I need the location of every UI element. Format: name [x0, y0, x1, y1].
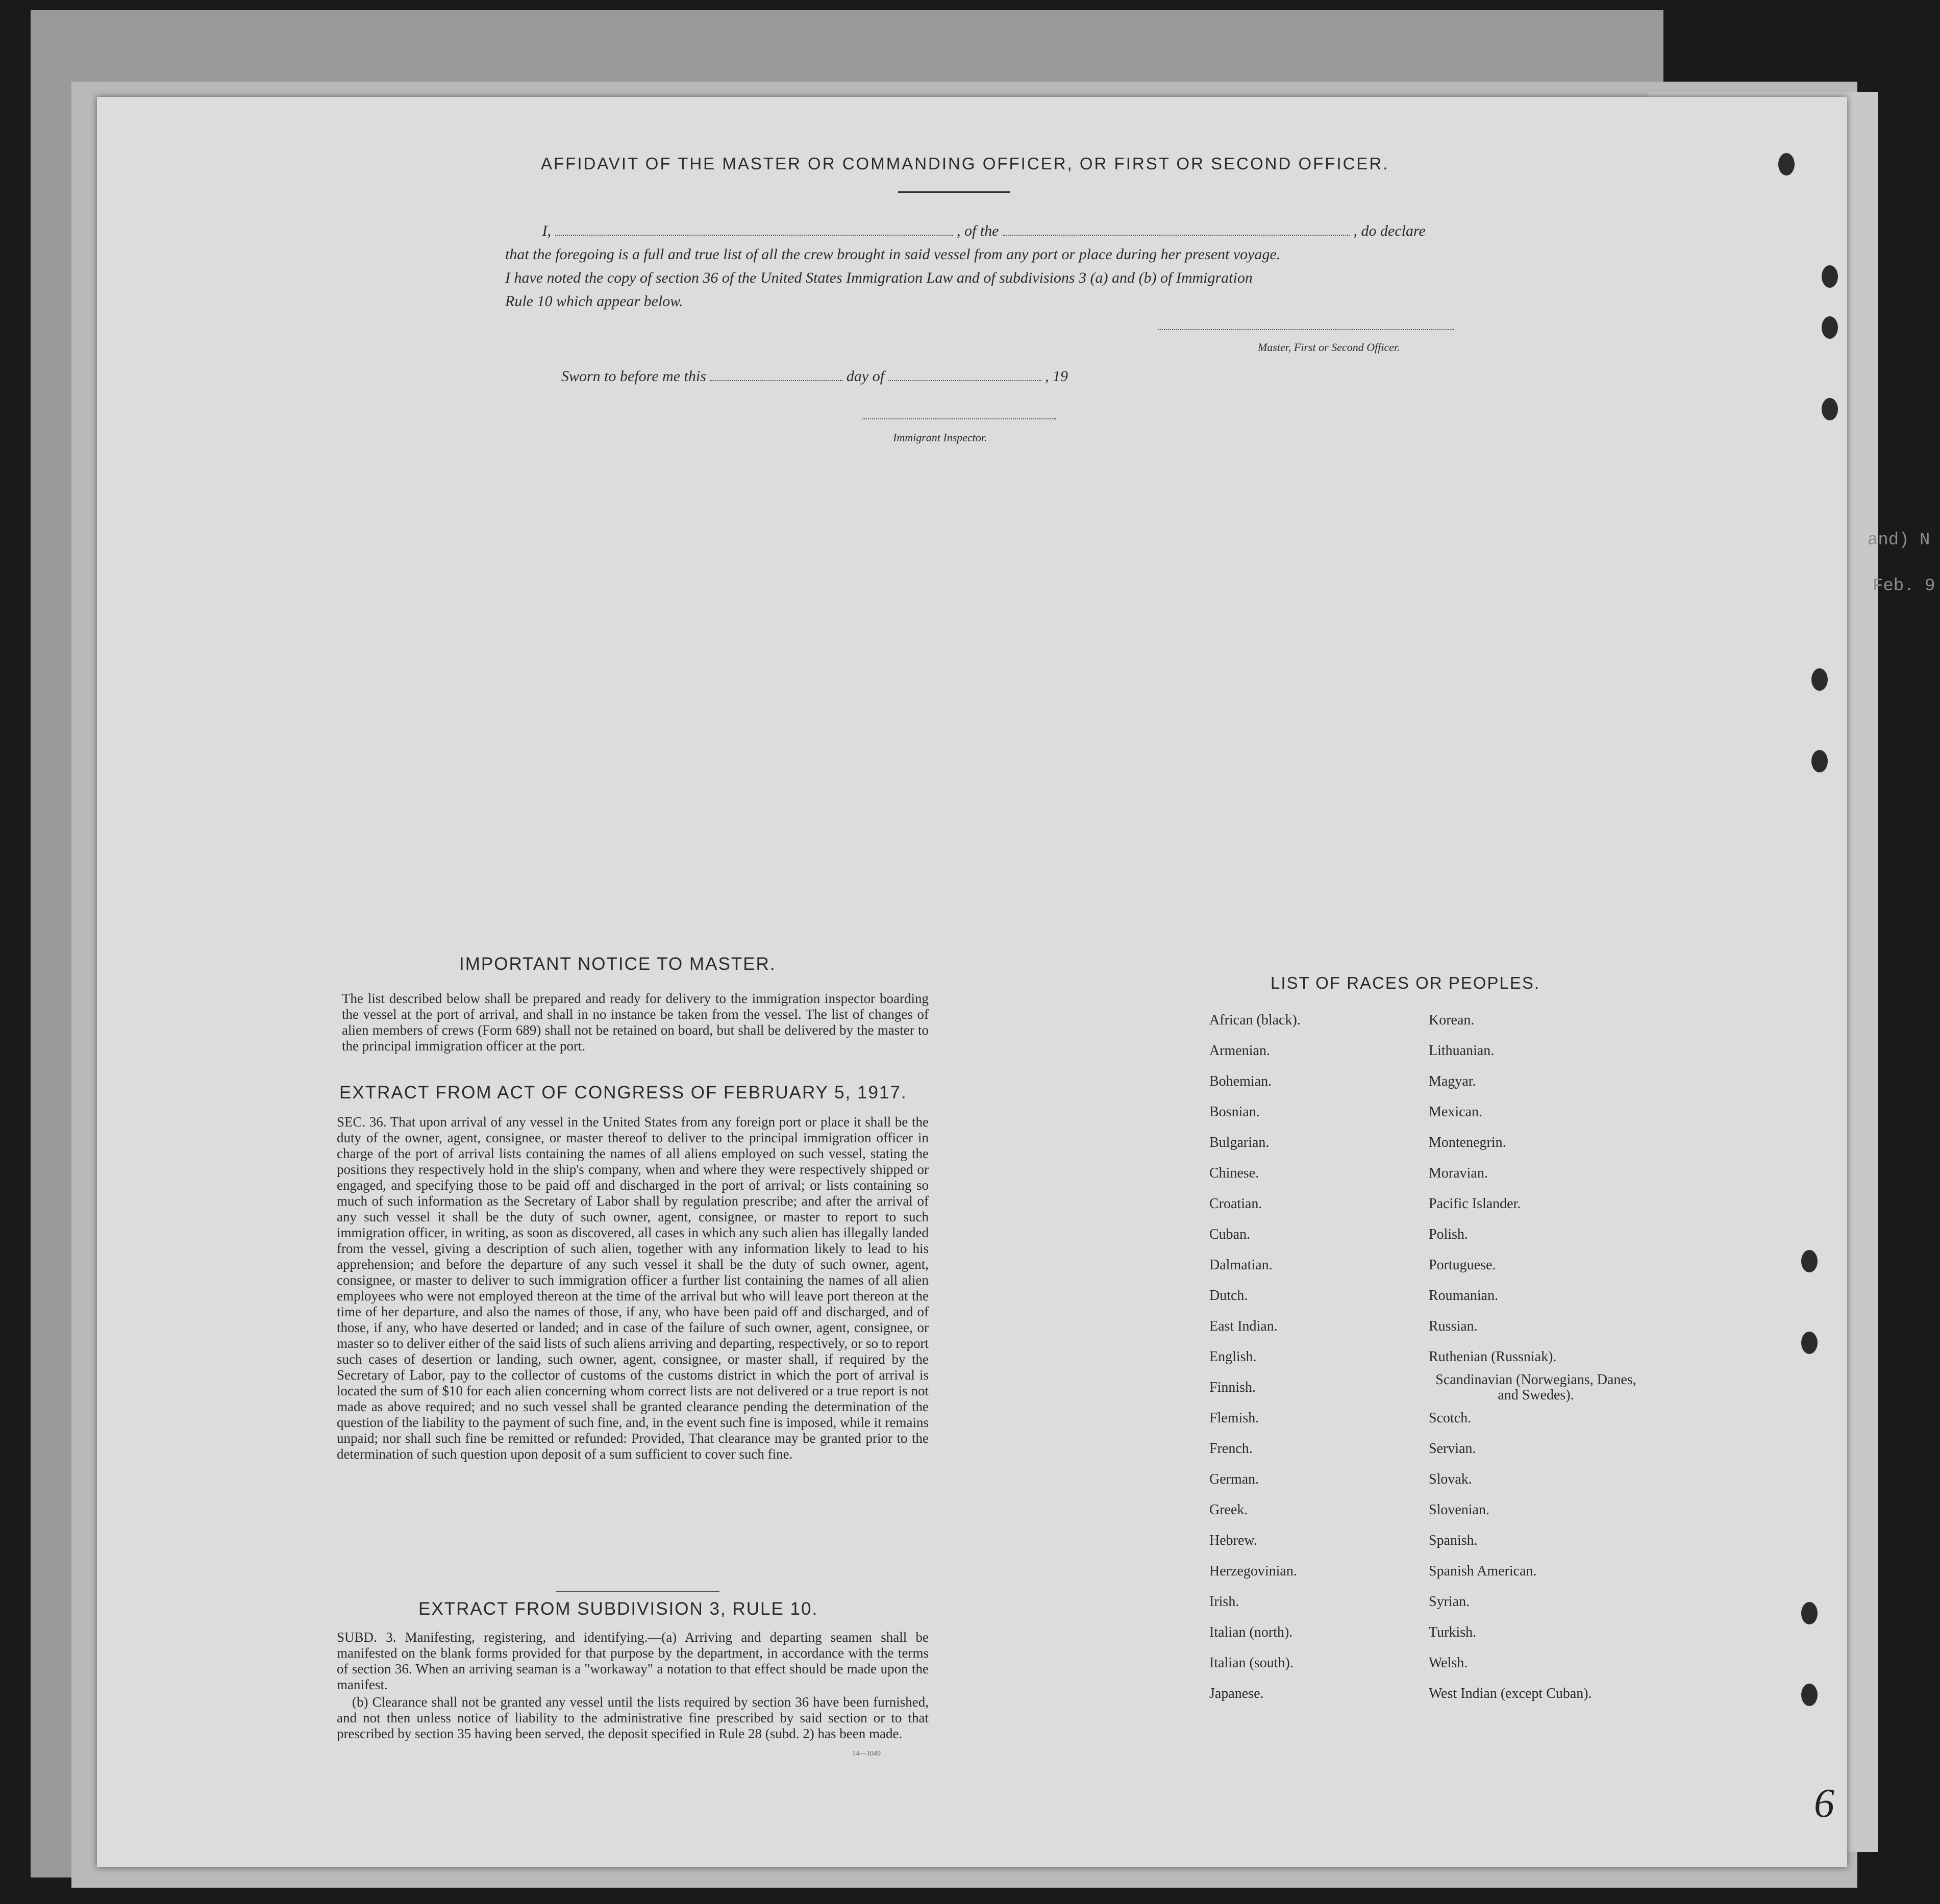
races-left-column [1209, 1005, 1301, 1709]
sworn-year: , 19 [1045, 368, 1068, 385]
punch-hole [1811, 750, 1828, 772]
race-item: Finnish. [1209, 1380, 1256, 1395]
race-item: Japanese. [1209, 1686, 1264, 1701]
race-item: East Indian. [1209, 1318, 1278, 1334]
race-item: Ruthenian (Russniak). [1429, 1349, 1557, 1365]
section-rule [556, 1591, 719, 1592]
race-item: Roumanian. [1429, 1288, 1499, 1304]
race-item: Dutch. [1209, 1288, 1248, 1304]
race-item: German. [1209, 1471, 1259, 1487]
race-item: Portuguese. [1429, 1257, 1496, 1273]
sworn-day-field[interactable] [710, 380, 842, 381]
race-item: Italian (north). [1209, 1624, 1293, 1640]
extract-act-heading: EXTRACT FROM ACT OF CONGRESS OF FEBRUARY 5, 1917. [339, 1083, 907, 1103]
race-item: Bulgarian. [1209, 1135, 1270, 1150]
race-item: Syrian. [1429, 1594, 1470, 1610]
race-item: French. [1209, 1441, 1253, 1457]
race-item: Scandinavian (Norwegians, Danes, and Swedes). [1435, 1372, 1636, 1403]
page-number: 6 [1814, 1781, 1834, 1826]
race-item: Dalmatian. [1209, 1257, 1273, 1273]
extract-act-text: SEC. 36. That upon arrival of any vessel in the United States from any foreign port or place it shall be the duty of the owner, agent, consignee, or master thereof to deliver to the principal immigration officer in charge of the port of arrival lists containing the names of all aliens employed on such vessel, stating the positions they respectively hold in the ship's company, when and where they were respectively shipped or engaged, and specifying those to be paid off and discharged in the port of arrival; or lists containing so much of such information as the Secretary of Labor shall by regulation prescribe; and after the arrival of any such vessel it shall be the duty of such owner, agent, consignee, or master to report to such immigration officer, in writing, as soon as discovered, all cases in which any such alien has illegally landed from the vessel, giving a description of such alien, together with any information likely to lead to his apprehension; and before the departure of any such vessel it shall be the duty of such owner, agent, consignee, or master to deliver to such immigration officer a further list containing the names of all alien employees who were not employed thereon at the time of the arrival but who will leave port thereon at the time of her departure, and also the names of those, if any, who have been paid off and discharged, and of those, if any, who have deserted or landed; and in case of the failure of such owner, agent, consignee, or master so to deliver either of the said lists of such aliens arriving and departing, respectively, or so to report such cases of desertion or landing, such owner, agent, consignee, or master shall, if required by the Secretary of Labor, pay to the collector of customs of the customs district in which the port of arrival is located the sum of $10 for each alien concerning whom correct lists are not delivered or a true report is not made as above required; and no such vessel shall be granted clearance pending the determination of the question of the liability to the payment of such fine, and, in the event such fine is imposed, while it remains unpaid; nor shall such fine be remitted or refunded: Provided, That clearance may be granted prior to the determination of such question upon deposit of a sum sufficient to cover such fine. [337, 1114, 929, 1462]
race-item: Chinese. [1209, 1165, 1259, 1181]
race-item: Polish. [1429, 1226, 1469, 1242]
punch-hole [1801, 1602, 1818, 1624]
race-item: Servian. [1429, 1441, 1476, 1457]
affidavit-do-declare: , do declare [1353, 222, 1426, 239]
race-item: West Indian (except Cuban). [1429, 1686, 1592, 1701]
race-item: Welsh. [1429, 1655, 1468, 1671]
race-item: Slovak. [1429, 1471, 1472, 1487]
races-right-column [1429, 1005, 1643, 1709]
vessel-name-field[interactable] [1003, 235, 1350, 236]
race-item: Flemish. [1209, 1410, 1259, 1426]
punch-hole [1801, 1332, 1818, 1354]
race-item: Hebrew. [1209, 1533, 1257, 1548]
master-signature-line[interactable] [1158, 329, 1454, 330]
notice-heading: IMPORTANT NOTICE TO MASTER. [459, 954, 776, 974]
race-item: Turkish. [1429, 1624, 1477, 1640]
punch-hole [1801, 1684, 1818, 1706]
race-item: Pacific Islander. [1429, 1196, 1521, 1212]
punch-hole [1778, 153, 1795, 176]
race-item: Russian. [1429, 1318, 1478, 1334]
race-item: English. [1209, 1349, 1257, 1365]
extract-rule-heading: EXTRACT FROM SUBDIVISION 3, RULE 10. [418, 1599, 818, 1619]
race-item: Croatian. [1209, 1196, 1262, 1212]
race-item: Cuban. [1209, 1226, 1251, 1242]
race-item: Herzegovinian. [1209, 1563, 1297, 1579]
inspector-label: Immigrant Inspector. [893, 431, 987, 444]
form-number: 14—1049 [852, 1750, 881, 1758]
race-item: Bohemian. [1209, 1073, 1272, 1089]
affidavit-line: that the foregoing is a full and true list of all the crew brought in said vessel from any port or place during her present voyage. [505, 246, 1281, 263]
affidavit-of-the: , of the [957, 222, 999, 239]
race-item: African (black). [1209, 1012, 1301, 1028]
punch-hole [1822, 316, 1838, 339]
punch-hole [1811, 668, 1828, 691]
race-item: Lithuanian. [1429, 1043, 1495, 1059]
punch-hole [1822, 398, 1838, 420]
notice-text: The list described below shall be prepared and ready for delivery to the immigration inspector boarding the vessel at the port of arrival, and shall in no instance be taken from the vessel. The list of changes of alien members of crews (Form 689) shall not be retained on board, but shall be delivered by the master to the principal immigration officer at the port. [342, 991, 929, 1054]
race-item: Armenian. [1209, 1043, 1270, 1059]
race-item: Bosnian. [1209, 1104, 1260, 1120]
race-item: Korean. [1429, 1012, 1475, 1028]
sworn-day-of: day of [846, 368, 885, 385]
race-item: Mexican. [1429, 1104, 1482, 1120]
affidavit-declaration [505, 219, 1602, 313]
sworn-month-field[interactable] [888, 380, 1041, 381]
race-item: Scotch. [1429, 1410, 1472, 1426]
punch-hole [1801, 1250, 1818, 1272]
race-item: Moravian. [1429, 1165, 1488, 1181]
affidavit-title: AFFIDAVIT OF THE MASTER OR COMMANDING OFFICER, OR FIRST OR SECOND OFFICER. [541, 154, 1389, 173]
sworn-line [561, 365, 1068, 388]
affidavit-i: I, [542, 222, 551, 239]
inspector-signature-line[interactable] [862, 418, 1056, 419]
race-item: Italian (south). [1209, 1655, 1294, 1671]
affidavit-line: I have noted the copy of section 36 of the United States Immigration Law and of subdivisions 3 (a) and (b) of Immigration [505, 269, 1253, 286]
race-item: Spanish. [1429, 1533, 1478, 1548]
margin-note: and) N [1868, 531, 1930, 550]
master-name-field[interactable] [555, 235, 953, 236]
punch-hole [1822, 265, 1838, 288]
document-page [97, 97, 1847, 1867]
master-signature-label: Master, First or Second Officer. [1258, 341, 1400, 354]
title-rule [898, 191, 1010, 193]
races-heading: LIST OF RACES OR PEOPLES. [1271, 973, 1540, 992]
affidavit-line: Rule 10 which appear below. [505, 293, 683, 310]
race-item: Slovenian. [1429, 1502, 1489, 1518]
race-item: Spanish American. [1429, 1563, 1537, 1579]
race-item: Irish. [1209, 1594, 1239, 1610]
extract-rule-text-b: (b) Clearance shall not be granted any vessel until the lists required by section 36 have been furnished, and not then unless notice of liability to the administrative fine prescribed by said section or to that prescribed by section 35 having been served, the deposit specified in Rule 28 (subd. 2) has been made. [337, 1694, 929, 1741]
race-item: Greek. [1209, 1502, 1248, 1518]
margin-note: Feb. 9 [1873, 577, 1935, 596]
race-item: Magyar. [1429, 1073, 1476, 1089]
race-item: Montenegrin. [1429, 1135, 1506, 1150]
sworn-prefix: Sworn to before me this [561, 368, 706, 385]
extract-rule-text-a: SUBD. 3. Manifesting, registering, and identifying.—(a) Arriving and departing seamen shall be manifested on the blank forms provided for that purpose by the department, in accordance with the terms of section 36. When an arriving seaman is a "workaway" a notation to that effect should be made upon the manifest. [337, 1630, 929, 1692]
